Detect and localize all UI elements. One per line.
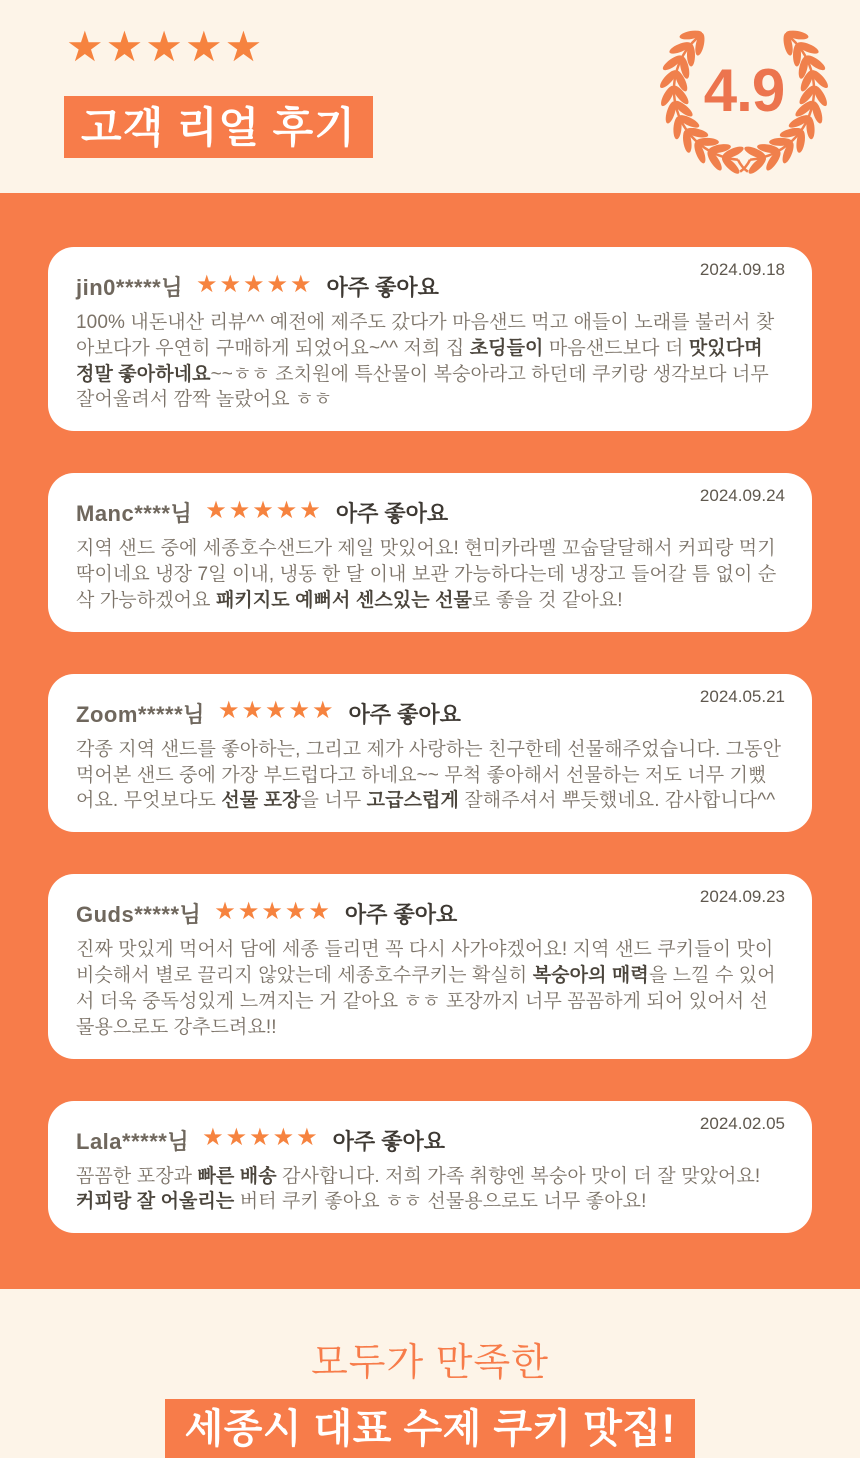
header-section [0,0,860,193]
review-card [48,874,812,1058]
review-date: 2024.09.24 [699,486,785,506]
reviewer-name: jin0*****님 [76,275,183,300]
review-header [76,698,784,729]
review-grade: 아주 좋아요 [335,501,449,527]
review-card [48,247,812,431]
review-stars-icon: ★★★★★ [217,697,336,725]
review-stars-icon: ★★★★★ [202,1124,320,1152]
review-grade: 아주 좋아요 [348,701,461,727]
reviews-section [0,193,860,1289]
review-header [76,271,784,302]
review-card [48,674,812,832]
review-header [76,1125,784,1156]
footer-highlight: 세종시 대표 수제 쿠키 맛집! [165,1399,696,1458]
review-text: 진짜 맛있게 먹어서 담에 세종 들리면 꼭 다시 사가야겠어요! 지역 샌드 쿠키들이 맛이 비슷해서 별로 끌리지 않았는데 세종호수쿠키는 확실히 복숭아의 매력을 느낄 수 있어서 더욱 중독성있게 느껴지는 거 같아요 ㅎㅎ 포장까지 너무 꼼꼼하게 되어 있어서 선물용으로도 강추드려요!! [76,939,776,1038]
review-stars-icon: ★★★★★ [214,897,332,925]
review-date: 2024.02.05 [699,1113,785,1133]
footer-section [0,1289,860,1458]
review-grade: 아주 좋아요 [332,1128,446,1154]
review-stars-icon: ★★★★★ [195,270,314,298]
reviewer-name: Lala*****님 [76,1128,190,1154]
review-date: 2024.09.18 [699,260,785,279]
review-text: 지역 샌드 중에 세종호수샌드가 제일 맛있어요! 현미카라멜 꼬숩달달해서 커피랑 먹기 딱이네요 냉장 7일 이내, 냉동 한 달 이내 보관 가능하다는데 냉장고 들어갈 틈 없이 순삭 가능하겠어요 패키지도 예뻐서 센스있는 선물로 좋을 것 같아요! [76,538,777,611]
footer-tagline: 모두가 만족한 [311,1342,549,1385]
review-text: 100% 내돈내산 리뷰^^ 예전에 제주도 갔다가 마음샌드 먹고 애들이 노래를 불러서 찾아보다가 우연히 구매하게 되었어요~^^ 저희 집 초딩들이 마음샌드보다 더 맛있다며 정말 좋아하네요~~ㅎㅎ 조치원에 특산물이 복숭아라고 하던데 쿠키랑 생각보다 너무 잘어울려서 깜짝 놀랐어요 ㅎㅎ [76,312,775,411]
review-grade: 아주 좋아요 [344,902,458,928]
review-card [48,473,812,631]
review-text: 각종 지역 샌드를 좋아하는, 그리고 제가 사랑하는 친구한테 선물해주었습니다. 그동안 먹어본 샌드 중에 가장 부드럽다고 하네요~~ 무척 좋아해서 선물하는 저도 너무 기뻤어요. 무엇보다도 선물 포장을 너무 고급스럽게 잘해주셔서 뿌듯했네요. 감사합니다^^ [76,738,782,812]
review-text: 꼼꼼한 포장과 빠른 배송 감사합니다. 저희 가족 취향엔 복숭아 맛이 더 잘 맞았어요! 커피랑 잘 어울리는 버터 쿠키 좋아요 ㅎㅎ 선물용으로도 너무 좋아요! [76,1165,761,1213]
reviewer-name: Guds*****님 [76,902,202,928]
reviewer-name: Manc****님 [76,501,193,527]
review-date: 2024.05.21 [699,686,785,706]
header-stars-icon: ★★★★★ [66,23,265,70]
rating-badge [644,16,844,174]
review-card [48,1101,812,1234]
review-header [76,898,784,929]
review-grade: 아주 좋아요 [326,275,439,300]
reviewer-name: Zoom*****님 [76,701,205,727]
rating-value: 4.9 [703,57,785,124]
review-date: 2024.09.23 [699,887,785,907]
review-header [76,497,784,528]
page-title: 고객 리얼 후기 [64,96,373,158]
review-stars-icon: ★★★★★ [205,496,323,524]
